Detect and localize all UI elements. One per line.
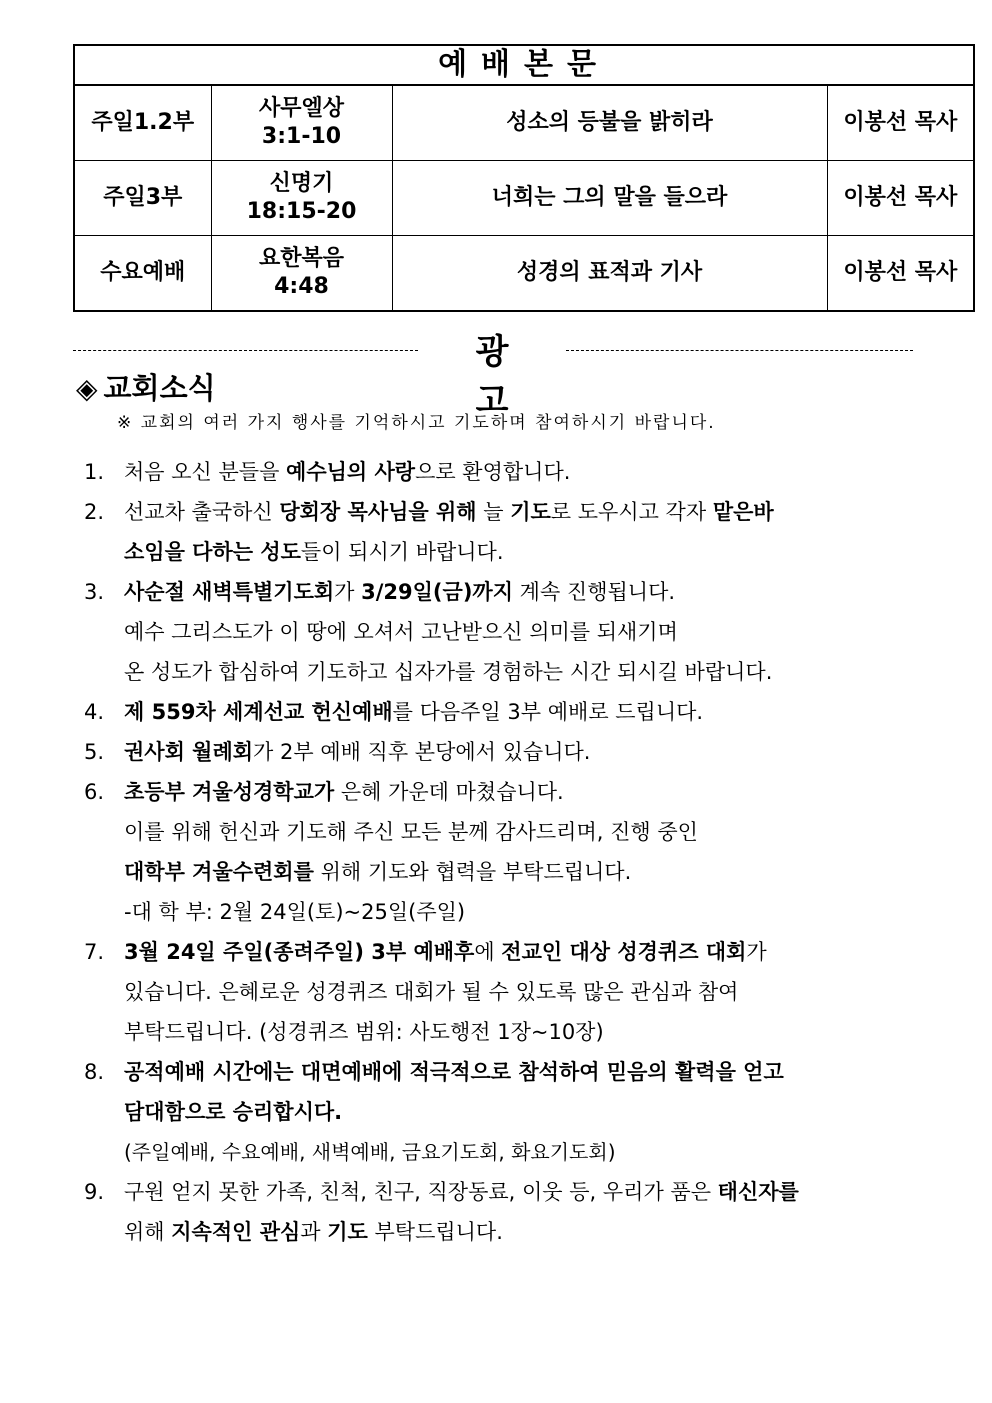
list-item-number: 2. [84, 500, 105, 524]
body-text: (주일예배, 수요예배, 새벽예배, 금요기도회, 화요기도회) [124, 1140, 616, 1164]
list-item-line [124, 492, 880, 532]
body-text: 계속 진행됩니다. [513, 580, 676, 604]
emphasis-text: 담대함으로 승리합시다. [124, 1100, 343, 1124]
emphasis-text: 지속적인 관심 [171, 1220, 301, 1244]
service-name: 주일1.2부 [74, 85, 211, 161]
emphasis-text: 사순절 새벽특별기도회 [124, 580, 335, 604]
body-text: 이를 위해 헌신과 기도해 주신 모든 분께 감사드리며, 진행 중인 [124, 820, 698, 844]
service-name: 주일3부 [74, 160, 211, 235]
emphasis-text: 기도 [327, 1220, 368, 1244]
body-text: 에 [474, 940, 502, 964]
list-item [80, 492, 880, 572]
list-item [80, 1052, 880, 1172]
body-text: 위해 [124, 1220, 172, 1244]
list-item [80, 452, 880, 492]
church-news-heading [76, 366, 216, 407]
passage-book: 사무엘상 [258, 96, 344, 121]
list-item-line [124, 532, 880, 572]
body-text: 온 성도가 합심하여 기도하고 십자가를 경험하는 시간 되시길 바랍니다. [124, 660, 773, 684]
body-text: 부탁드립니다. [367, 1220, 503, 1244]
sermon-title: 너희는 그의 말을 들으라 [392, 160, 827, 235]
table-row [74, 85, 974, 161]
list-item-line [124, 452, 880, 492]
list-item-number: 5. [84, 740, 105, 764]
list-item-number: 9. [84, 1180, 105, 1204]
body-text: 있습니다. 은혜로운 성경퀴즈 대회가 될 수 있도록 많은 관심과 참여 [124, 980, 739, 1004]
emphasis-text: 공적예배 시간에는 대면예배에 적극적으로 참석하여 믿음의 활력을 얻고 [124, 1060, 784, 1084]
worship-table [73, 44, 975, 312]
body-text: 들이 되시기 바랍니다. [300, 540, 504, 564]
list-item-line [124, 652, 880, 692]
body-text: 가 2부 예배 직후 본당에서 있습니다. [253, 740, 591, 764]
scripture-passage [211, 85, 392, 161]
body-text: 위해 기도와 협력을 부탁드립니다. [313, 860, 632, 884]
announcement-title: 광고 [475, 332, 539, 421]
sermon-title: 성경의 표적과 기사 [392, 235, 827, 311]
passage-book: 신명기 [269, 171, 334, 196]
emphasis-text: 예수님의 사랑 [286, 460, 416, 484]
list-item [80, 932, 880, 1052]
body-text: 과 [300, 1220, 328, 1244]
emphasis-text: 기도 [510, 500, 551, 524]
body-text: 늘 [476, 500, 511, 524]
list-item-number: 4. [84, 700, 105, 724]
scripture-passage [211, 235, 392, 311]
diamond-bullet-icon: ◈ [76, 372, 98, 405]
emphasis-text: 대학부 겨울수련회를 [124, 860, 314, 884]
preacher-name: 이봉선 목사 [827, 160, 974, 235]
list-item-line [124, 692, 880, 732]
list-item-line [124, 1132, 880, 1172]
body-text: 구원 얻지 못한 가족, 친척, 친구, 직장동료, 이웃 등, 우리가 품은 [124, 1180, 718, 1204]
list-item-line [124, 1052, 880, 1092]
list-item [80, 1172, 880, 1252]
list-item [80, 732, 880, 772]
passage-verse: 4:48 [274, 273, 329, 299]
church-news-note: ※ 교회의 여러 가지 행사를 기억하시고 기도하며 참여하시기 바랍니다. [117, 413, 716, 433]
sermon-title: 성소의 등불을 밝히라 [392, 85, 827, 161]
list-item-number: 3. [84, 580, 105, 604]
scripture-passage [211, 160, 392, 235]
emphasis-text: 태신자를 [717, 1180, 799, 1204]
list-item-line [124, 852, 880, 892]
list-item-line [124, 732, 880, 772]
table-row [74, 235, 974, 311]
emphasis-text: 제 559차 세계선교 헌신예배 [124, 700, 393, 724]
body-text: 선교차 출국하신 [124, 500, 280, 524]
emphasis-text: 초등부 겨울성경학교가 [124, 780, 335, 804]
preacher-name: 이봉선 목사 [827, 235, 974, 311]
service-name: 수요예배 [74, 235, 211, 311]
list-item-line [124, 1092, 880, 1132]
list-item-line [124, 1212, 880, 1252]
list-item-line [124, 972, 880, 1012]
church-news-heading-text: 교회소식 [103, 371, 216, 405]
emphasis-text: 3/29일(금)까지 [361, 580, 513, 604]
body-text: 가 [334, 580, 362, 604]
emphasis-text: 소임을 다하는 성도 [124, 540, 301, 564]
dashed-divider [73, 350, 418, 351]
list-item-number: 6. [84, 780, 105, 804]
list-item-line [124, 772, 880, 812]
emphasis-text: 전교인 대상 성경퀴즈 대회 [501, 940, 747, 964]
list-item-number: 7. [84, 940, 105, 964]
body-text: 를 다음주일 3부 예배로 드립니다. [392, 700, 704, 724]
list-item-line [124, 612, 880, 652]
preacher-name: 이봉선 목사 [827, 85, 974, 161]
table-row [74, 160, 974, 235]
body-text: 으로 환영합니다. [415, 460, 571, 484]
list-item-line [124, 1012, 880, 1052]
body-text: 처음 오신 분들을 [124, 460, 287, 484]
list-item-line [124, 812, 880, 852]
list-item-line [124, 1172, 880, 1212]
list-item-line [124, 572, 880, 612]
church-news-list [80, 452, 880, 1252]
list-item [80, 572, 880, 692]
emphasis-text: 맡은바 [712, 500, 774, 524]
body-text: 은혜 가운데 마쳤습니다. [334, 780, 564, 804]
list-item-number: 1. [84, 460, 105, 484]
dashed-divider [566, 350, 913, 351]
list-item-number: 8. [84, 1060, 105, 1084]
list-item [80, 772, 880, 932]
body-text: 부탁드립니다. (성경퀴즈 범위: 사도행전 1장~10장) [124, 1020, 604, 1044]
list-item-line [124, 892, 880, 932]
list-item-line [124, 932, 880, 972]
body-text: 예수 그리스도가 이 땅에 오셔서 고난받으신 의미를 되새기며 [124, 620, 678, 644]
passage-verse: 18:15-20 [246, 198, 357, 224]
emphasis-text: 당회장 목사님을 위해 [279, 500, 477, 524]
emphasis-text: 권사회 월례회 [124, 740, 254, 764]
body-text: 가 [746, 940, 767, 964]
body-text: -대 학 부: 2월 24일(토)~25일(주일) [124, 900, 466, 924]
body-text: 로 도우시고 각자 [550, 500, 713, 524]
worship-table-title: 예배본문 [74, 45, 974, 85]
passage-book: 요한복음 [258, 246, 344, 271]
passage-verse: 3:1-10 [261, 123, 342, 149]
list-item [80, 692, 880, 732]
emphasis-text: 3월 24일 주일(종려주일) 3부 예배후 [124, 940, 475, 964]
